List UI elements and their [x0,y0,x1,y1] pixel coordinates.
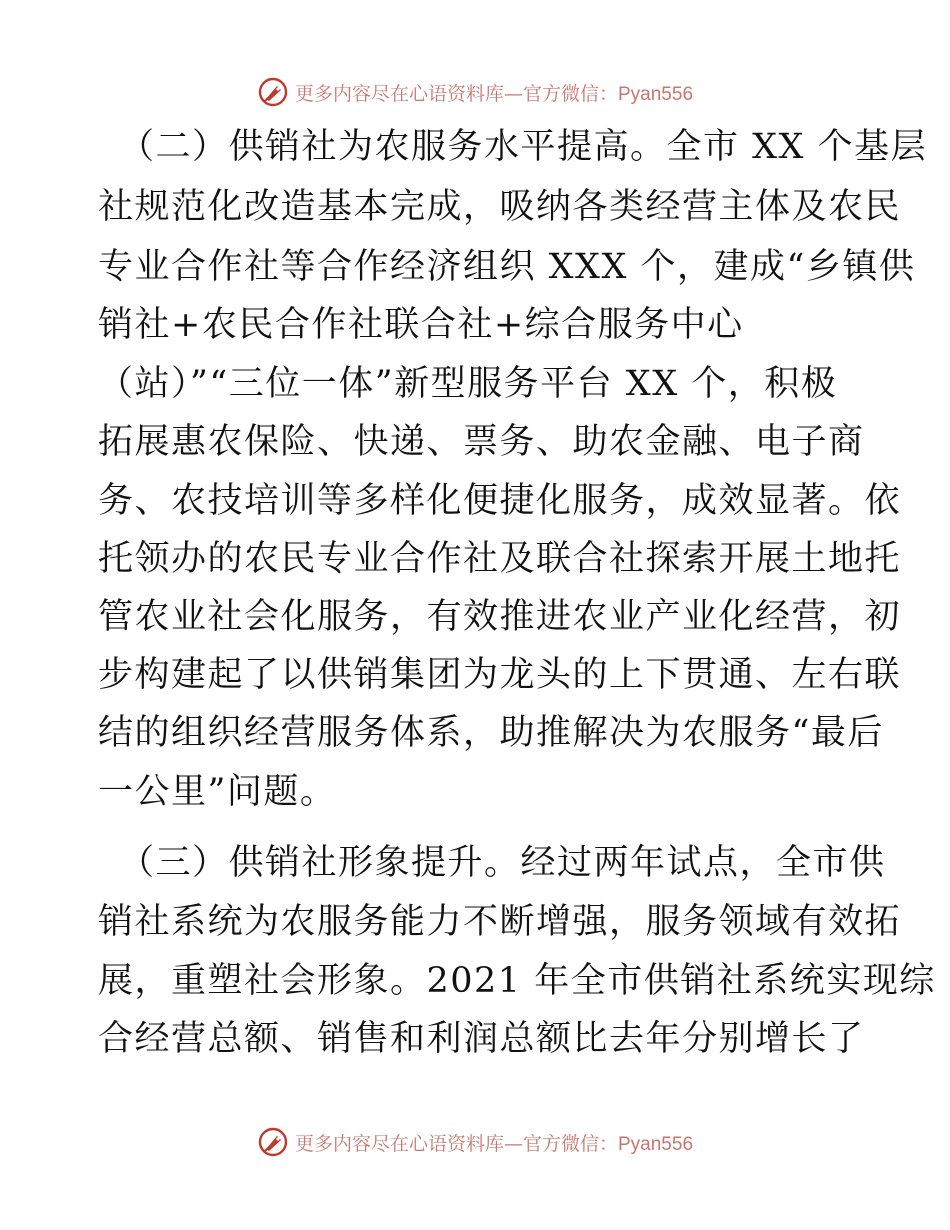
banner-text: 更多内容尽在心语资料库—官方微信：Pyan556 [294,82,694,105]
pen-nib-logo-icon [257,76,289,108]
text-line: 展，重塑社会形象。2021 年全市供销社系统实现综 [98,961,936,1001]
text-line: （站）”“三位一体”新型服务平台 XX 个，积极 [98,364,838,404]
pen-nib-logo-icon [257,1126,289,1158]
text-line: 销社系统为农服务能力不断增强，服务领域有效拓 [98,902,902,942]
text-line: 管农业社会化服务，有效推进农业产业化经营，初 [98,597,902,637]
text-line: 托领办的农民专业合作社及联合社探索开展土地托 [98,539,902,579]
text-line: 拓展惠农保险、快递、票务、助农金融、电子商 [98,422,865,462]
banner-text: 更多内容尽在心语资料库—官方微信：Pyan556 [294,1132,694,1155]
text-line: 步构建起了以供销集团为龙头的上下贯通、左右联 [98,655,902,695]
text-line: 社规范化改造基本完成，吸纳各类经营主体及农民 [98,187,902,227]
text-line: 销社+农民合作社联合社+综合服务中心 [98,305,744,345]
text-line: 一公里”问题。 [98,772,337,812]
text-line: （二）供销社为农服务水平提高。全市 XX 个基层 [119,127,928,167]
header-watermark-banner [0,72,950,112]
wechat-id: Pyan556 [618,1133,694,1155]
text-line: 专业合作社等合作经济组织 XXX 个，建成“乡镇供 [98,247,916,287]
text-line: 结的组织经营服务体系，助推解决为农服务“最后 [98,713,884,753]
wechat-id: Pyan556 [618,83,694,105]
text-line: 合经营总额、销售和利润总额比去年分别增长了 [98,1019,865,1059]
text-line: 务、农技培训等多样化便捷化服务，成效显著。依 [98,481,902,521]
text-line: （三）供销社形象提升。经过两年试点，全市供 [119,843,886,883]
footer-watermark-banner [0,1122,950,1162]
